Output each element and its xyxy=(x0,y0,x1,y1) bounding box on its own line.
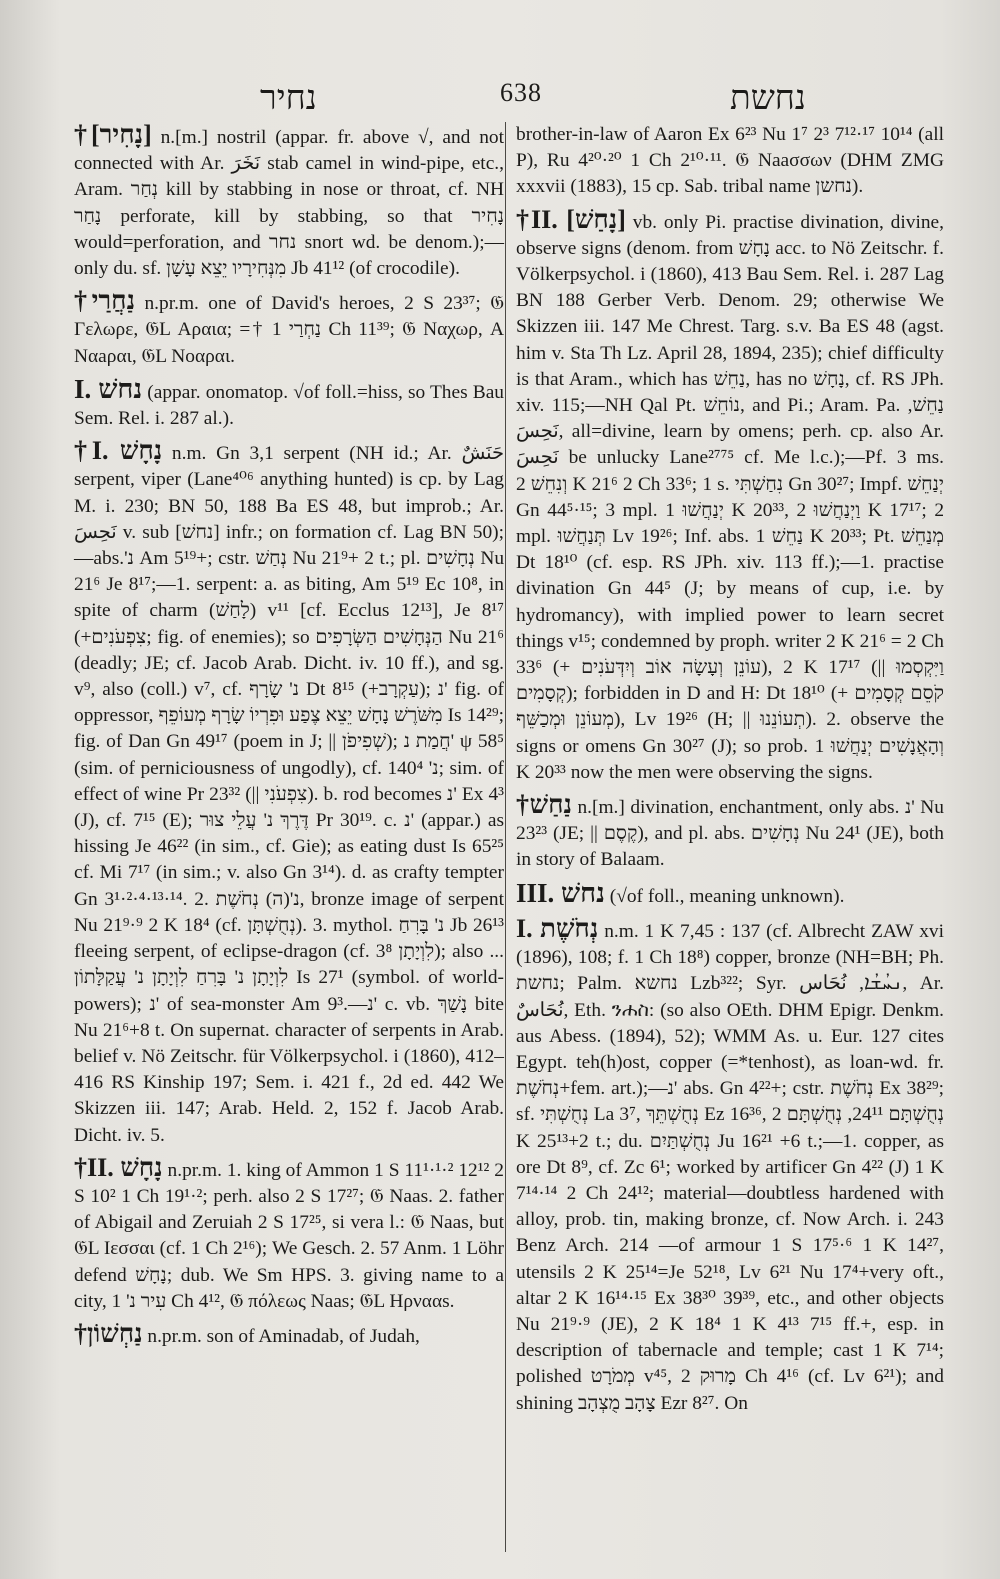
page-number: 638 xyxy=(500,78,542,107)
root-heading-iii-nchsh: III. נחשׁ (√of foll., meaning unknown). xyxy=(516,877,845,908)
entry-nachir: †[נָחִיר] n.[m.] nostril (appar. fr. above √, and not connected with Ar. نَخَرَ stab camel in wind-pipe, etc., Aram. נְחַר kill by stabbing in nose or throat, cf. NH נָחַר perforate, kill by stabbing, so that נָחִיר would=perforation, and נחר snort wd. be denom.);—only du. sf. מִנְּחִירָיו יֵצֵא עָשָׁן Jb 41¹² (of crocodile). xyxy=(74,120,504,280)
right-running-headword: נחשת xyxy=(730,80,806,117)
root-heading-i-nchsh: I. נחשׁ (appar. onomatop. √of foll.=hiss, so Thes Bau Sem. Rel. i. 287 al.). xyxy=(74,373,504,430)
entry-nachash-proper-name: †II. נָחָשׁ n.pr.m. 1. king of Ammon 1 S 11¹·¹·² 12¹² 2 S 10² 1 Ch 19¹·²; perh. also 2 S 17²⁷; 𝔊 Naas. 2. father of Abigail and Zeruiah 2 S 17²⁵, si vera l.: 𝔊 Naas, but 𝔊L Ιεσσαι (cf. 1 Ch 2¹⁶); We Gesch. 2. 57 Anm. 1 Löhr defend נָחָשׁ; dub. We Sm HPS. 3. giving name to a city, עִיר נ' 1 Ch 4¹², 𝔊 πόλεως Naas; 𝔊L Ηρνααs. xyxy=(74,1152,504,1312)
entry-nachash-serpent: †I. נָחָשׁ n.m. Gn 3,1 serpent (NH id.; Ar. حَنَشٌ serpent, viper (Lane⁴⁰⁶ anything hunted) is cp. by Lag M. i. 230; BN 50, 188 Ba ES 48, but improb.; Ar. نَحِسَ v. sub [נחשׁ] infr.; on formation cf. Lag BN 50);—abs.'נ Am 5¹⁹+; cstr. נְחַשׁ Nu 21⁹+ 2 t.; pl. נְחָשִׁים Nu 21⁶ Je 8¹⁷;—1. serpent: a. as biting, Am 5¹⁹ Ec 10⁸, in spite of charm (לָחַשׁ) v¹¹ [cf. Ecclus 12¹³], Je 8¹⁷ (+צִפְעֹנִים; fig. of enemies); so הַנְּחָשִׁים הַשְּׂרָפִים Nu 21⁶ (deadly; JE; cf. Jacob Arab. Dicht. iv. 10 ff.), and sg. v⁹, also (coll.) v⁷, cf. נ' שָׂרָף Dt 8¹⁵ (+עַקְרָב); נ' fig. of oppressor, מִשֹּׁרֶשׁ נָחָשׁ יֵצֵא צֶפַע וּפִרְיוֹ שָׂרָף מְעוֹפֵף Is 14²⁹; fig. of Dan Gn 49¹⁷ (poem in J; || שְׁפִיפֹן); חֲמַת נ' ψ 58⁵ (sim. of perniciousness of ungodly), cf. נ' 140⁴; sim. of effect of wine Pr 23³² (|| צִפְעֹנִי). b. rod becomes נ' Ex 4³ (J), cf. 7¹⁵ (E); דֶּרֶךְ נ' עֲלֵי צוּר Pr 30¹⁹. c. נ' (appar.) as hissing Je 46²² (in sim., cf. Gie); as eating dust Is 65²⁵ cf. Mi 7¹⁷ (in sim.; v. also Gn 3¹⁴). d. as crafty tempter Gn 3¹·²·⁴·¹³·¹⁴. 2. נ'(ה) נְחֹשֶׁת, bronze image of serpent Nu 21⁹·⁹ 2 K 18⁴ (cf. נְחֻשְׁתָּן). 3. mythol. נ' בָּרִחַ Jb 26¹³ fleeing serpent, of eclipse-dragon (cf. לִוְיָתָן 3⁸); also ... לִוְיָתָן נ' בָּרִחַ לִוְיָתָן נ' עֲקַלָּתוֹן Is 27¹ (symbol. of world-powers); נ' of sea-monster Am 9³.—נ' c. vb. נָשַׁךְ bite Nu 21⁶+8 t. On supernat. character of serpents in Arab. belief v. Nö Zeitschr. für Völkerpsychol. i (1860), 412–416 RS Kinship 197; Sem. i. 421 f., 2d ed. 442 We Skizzen iii. 147; Arab. Held. 2, 152 f. Jacob Arab. Dicht. iv. 5. xyxy=(74,436,505,1146)
entry-nachshon: †נַחְשׁוֹן n.pr.m. son of Aminadab, of Judah, xyxy=(74,1318,420,1348)
left-column xyxy=(74,122,504,1356)
entry-nachash-divination: †נַחַשׁ n.[m.] divination, enchantment, only abs. נ' Nu 23²³ (JE; || קֶסֶם), and pl. abs. נְחָשִׁים Nu 24¹ (JE), both in story of Balaam. xyxy=(516,790,944,871)
entry-nachshon-continued: brother-in-law of Aaron Ex 6²³ Nu 1⁷ 2³ 7¹²·¹⁷ 10¹⁴ (all P), Ru 4²⁰·²⁰ 1 Ch 2¹⁰·¹¹. 𝔊 Naaσσων (DHM ZMG xxxvii (1883), 15 cp. Sab. tribal name נחשן). xyxy=(516,124,944,198)
right-column xyxy=(516,122,944,1423)
column-divider xyxy=(505,122,506,1552)
left-running-headword: נחיר xyxy=(260,80,317,117)
page-header xyxy=(70,72,930,122)
entry-nacharai: †נַחֲרַי n.pr.m. one of David's heroes, 2 S 23³⁷; 𝔊 Γελωρε, 𝔊L Αραια; =† נַחְרַי 1 Ch 11³⁹; 𝔊 Ναχωρ, A Ναaραι, 𝔊L Νοαραι. xyxy=(74,286,504,367)
entry-nachash-verb: †II. [נָחַשׁ] vb. only Pi. practise divination, divine, observe signs (denom. from נָחָשׁ acc. to Nö Zeitschr. f. Völkerpsychol. i (1860), 413 Bau Sem. Rel. i. 287 Lag BN 188 Gerber Verb. Denom. 29; otherwise We Skizzen iii. 147 Me Chrest. Targ. s.v. Ba ES 48 (agst. him v. Sta Th Lz. April 28, 1894, 235); chief difficulty is that Aram., which has נַחֵשׁ, has no נָחָשׁ, cf. RS JPh. xiv. 115;—NH Qal Pt. נוֹחֵשׁ, and Pi.; Aram. Pa. נַחֵשׁ, نَحِسَ, all=divine, learn by omens; perh. cp. also Ar. نَحِسَ be unlucky Lane²⁷⁷⁵ cf. Me l.c.);—Pf. 3 ms. וְנִחֵשׁ 2 K 21⁶ 2 Ch 33⁶; 1 s. נִחַשְׁתִּי Gn 30²⁷; Impf. יְנַחֵשׁ Gn 44⁵·¹⁵; 3 mpl. יְנַחֲשׁוּ 1 K 20³³, וַיְנַחֲשׁוּ 2 K 17¹⁷; 2 mpl. תְּנַחֲשׁוּ Lv 19²⁶; Inf. abs. נַחֵשׁ 1 K 20³³; Pt. מְנַחֵשׁ Dt 18¹⁰ (cf. esp. RS JPh. xiv. 113 ff.);—1. practise divination Gn 44⁵ (J; by means of cup, i.e. by hydromancy), with implied power to learn secret things v¹⁵; condemned by proph. writer 2 K 21⁶ = 2 Ch 33⁶ (+ עוֹנֵן וְעָשָׂה אוֹב וְיִדְּעֹנִים), 2 K 17¹⁷ (|| וַיִּקְסְמוּ קְסָמִים); forbidden in D and H: Dt 18¹⁰ (+ קֹסֵם קְסָמִים מְעוֹנֵן וּמְכַשֵּׁף), Lv 19²⁶ (H; || תְעוֹנֵנוּ). 2. observe the signs or omens Gn 30²⁷ (J); so prob. וְהָאֲנָשִׁים יְנַחֲשׁוּ 1 K 20³³ now the men were observing the signs. xyxy=(516,204,945,783)
entry-nechoshet-copper: I. נְחֹשֶׁת n.m. 1 K 7,45 : 137 (cf. Albrecht ZAW xvi (1896), 108; f. 1 Ch 18⁸) copper, bronze (NH=BH; Ph. נחשת; Palm. נחשא Lzb³²²; Syr. ܢܚܳܫܳܐ, نُحَاس, Ar. نُحَاسٌ, Eth. ንሐስ: (so also OEth. DHM Epigr. Denkm. aus Abess. (1894), 52); WMM As. u. Eur. 127 cites Egypt. teh(h)ost, copper (=*tenhost), as loan-wd. fr. נְחֹשֶׁת+fem. art.);—נ' abs. Gn 4²²+; cstr. נְחֹשֶׁת Ex 38²⁹; sf. נְחֻשְׁתִּי La 3⁷, נְחֻשְׁתֵּךְ Ez 16³⁶, נְחֻשְׁתָּם 24¹¹, נְחֻשְׁתָּם 2 K 25¹³+2 t.; du. נְחֻשְׁתַּיִם Ju 16²¹ +6 t.;—1. copper, as ore Dt 8⁹, cf. Zc 6¹; worked by artificer Gn 4²² (J) 1 K 7¹⁴·¹⁴ 2 Ch 24¹²; material—doubtless hardened with alloy, prob. tin, making bronze, cf. Now Arch. i. 243 Benz Arch. 214 —of armour 1 S 17⁵·⁶ 1 K 14²⁷, utensils 2 K 25¹⁴=Je 52¹⁸, Lv 6²¹ Nu 17⁴+very oft., altar 2 K 16¹⁴·¹⁵ Ex 38³⁰ 39³⁹, etc., and other objects Nu 21⁹·⁹ (JE), 2 K 18⁴ 1 K 4¹³ 7¹⁵ ff.+, esp. in description of tabernacle and temple; cast 1 K 7¹⁴; polished מְמֹרָט v⁴⁵, מָרוּק 2 Ch 4¹⁶ (cf. Lv 6²¹); and shining צָהָב מֻצְהָב Ezr 8²⁷. On xyxy=(516,913,945,1414)
